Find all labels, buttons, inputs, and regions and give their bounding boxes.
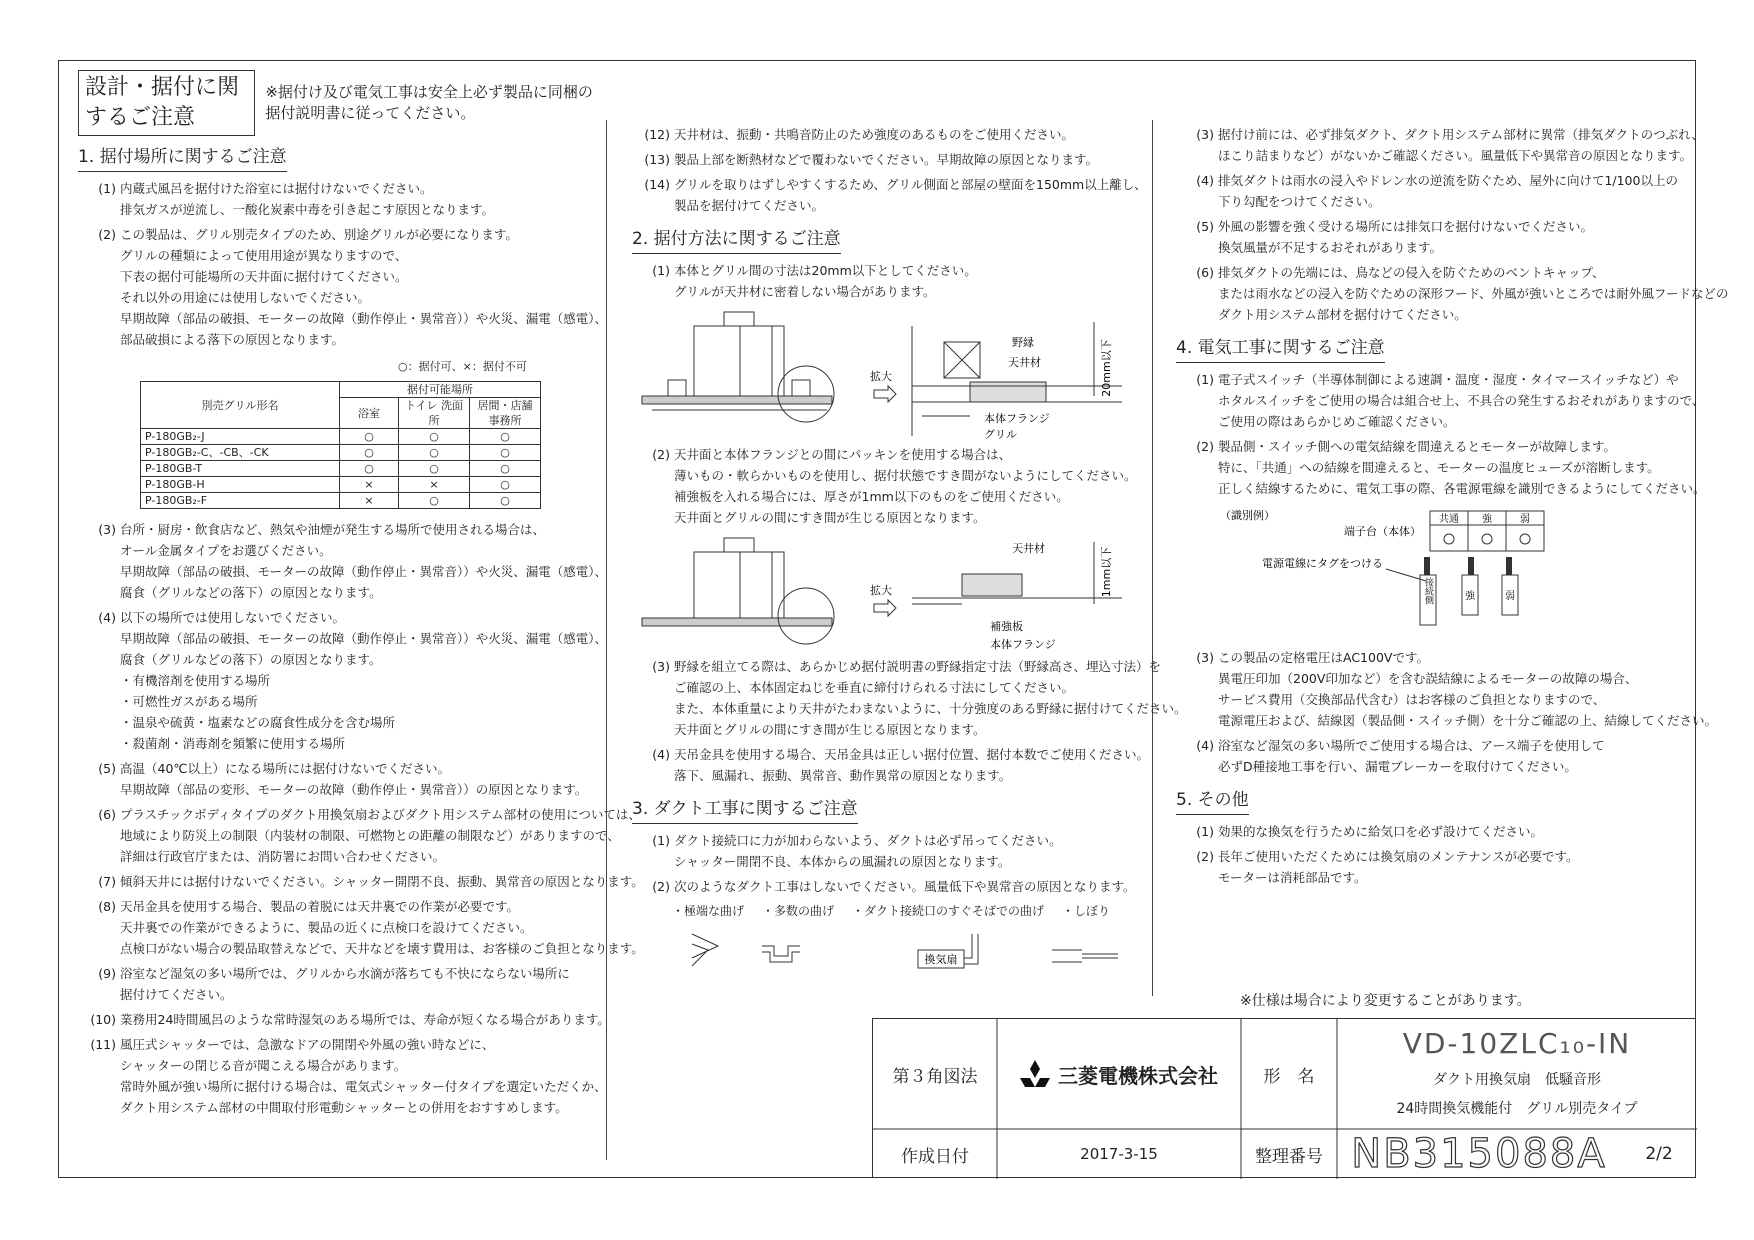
note-text: 天井材は、振動・共鳴音防止のため強度のあるものをご使用ください。 [674,127,1075,142]
section-4-heading: 4. 電気工事に関するご注意 [1176,335,1385,363]
fan-box-label: 換気扇 [924,953,958,966]
terminal-col: 共通 [1439,514,1459,525]
note-number: (9) [98,966,116,981]
note-text: 薄いもの・軟らかいものを使用し、据付状態ですき間がないようにしてください。 [674,468,1137,483]
note-text: 常時外風が強い場所に据付ける場合は、電気式シャッター付タイプを選定いただくか、 [120,1079,607,1094]
note-text: 傾斜天井には据付けないでください。シャッター開閉不良、振動、異常音の原因となります。 [120,874,644,889]
note-number: (8) [98,899,116,914]
note-text: 天井面とグリルの間にすき間が生じる原因となります。 [674,722,986,737]
suitability-mark: ○ [399,493,470,509]
note-text: 早期故障（部品の変形、モーターの故障（動作停止・異常音））の原因となります。 [120,782,588,797]
note-text: 次のようなダクト工事はしないでください。風量低下や異常音の原因となります。 [674,879,1136,894]
note-text: 長年ご使用いただくためには換気扇のメンテナンスが必要です。 [1218,849,1579,864]
duct-case-label: ・しぼり [1062,904,1111,918]
note-text: 効果的な換気を行うために給気口を必ず設けてください。 [1218,824,1544,839]
wiring-example-label: （識別例） [1220,509,1275,522]
note-number: (1) [652,263,670,278]
terminal-label: 端子台（本体） [1344,525,1421,538]
note-text: また、本体重量により天井がたわまないように、十分強度のある野縁に据付けてください。 [674,701,1187,716]
tag-label: 電源電線にタグをつける [1262,557,1383,570]
note-item [632,124,1152,145]
note-text: 電子式スイッチ（半導体制御による速調・温度・湿度・タイマースイッチなど）や [1218,372,1679,387]
figure-label: 本体フランジ [990,638,1056,651]
figure-label: 天井材 [1008,356,1041,369]
note-text: 早期故障（部品の破損、モーターの故障（動作停止・異常音））や火災、漏電（感電）、 [120,631,608,646]
table-header: 別売グリル形名 [141,382,340,429]
note-text: 下表の据付可能場所の天井面に据付けてください。 [120,269,408,284]
terminal-col: 強 [1482,514,1492,525]
note-text: ・有機溶剤を使用する場所 [120,673,271,688]
company-logo-cell [997,1019,1241,1129]
installation-figure-1 [632,306,1152,442]
note-item [78,1034,607,1118]
note-text: 正しく結線するために、電気工事の際、各電源電線を識別できるようにしてください。 [1218,481,1706,496]
note-text: 排気ダクトの先端には、鳥などの侵入を防ぐためのベントキャップ、 [1218,265,1605,280]
note-text: 台所・厨房・飲食店など、熱気や油煙が発生する場所で使用される場合は、 [120,522,546,537]
dimension-label: 20mm以下 [1100,339,1113,397]
note-text: 製品を据付けてください。 [674,198,825,213]
grille-model: P-180GB₂-F [141,493,340,509]
note-item [78,804,641,867]
note-text: それ以外の用途には使用しないでください。 [120,290,371,305]
duct-case-label: ・ダクト接続口のすぐそばでの曲げ [852,904,1045,918]
wire-tag: 接続側 [1423,577,1433,605]
terminal-col: 弱 [1520,514,1530,525]
note-item [1176,846,1696,888]
note-text: 排気ガスが逆流し、一酸化炭素中毒を引き起こす原因となります。 [120,202,495,217]
note-number: (3) [652,659,670,674]
title-block [872,1018,1696,1178]
note-number: (4) [1196,738,1214,753]
note-text: ほこり詰まりなど）がないかご確認ください。風量低下や異常音の原因となります。 [1218,148,1693,163]
note-text: 電源電圧および、結線図（製品側・スイッチ側）を十分ご確認の上、結線してください。 [1218,713,1718,728]
note-item [1176,369,1705,432]
note-text: 点検口がない場合の製品取替えなどで、天井などを壊す費用は、お客様のご負担となります。 [120,941,644,956]
note-text: ご使用の際はあらかじめご確認ください。 [1218,414,1456,429]
note-text: ダクト用システム部材の中間取付形電動シャッターとの併用をおすすめします。 [120,1100,568,1115]
note-text: シャッター開閉不良、本体からの風漏れの原因となります。 [674,854,1011,869]
duct-cases [672,901,1152,922]
note-text: 詳細は行政官庁または、消防署にお問い合わせください。 [120,849,446,864]
note-text: 天井面とグリルの間にすき間が生じる原因となります。 [674,510,986,525]
grille-model: P-180GB-H [141,477,340,493]
column-divider [1152,120,1153,996]
company-name: 三菱電機株式会社 [1058,1063,1218,1088]
note-text: 早期故障（部品の破損、モーターの故障（動作停止・異常音））や火災、漏電（感電）、 [120,564,608,579]
note-number: (3) [98,522,116,537]
note-number: (4) [652,747,670,762]
note-number: (12) [644,127,670,142]
note-text: 製品側・スイッチ側への電気結線を間違えるとモーターが故障します。 [1218,439,1617,454]
figure-label: 天井材 [1012,542,1045,555]
section-5-heading: 5. その他 [1176,787,1249,815]
note-text: グリルの種類によって使用用途が異なりますので、 [120,248,408,263]
note-text: 風圧式シャッターでは、急激なドアの開閉や外風の強い時などに、 [120,1037,495,1052]
note-text: 天吊金具を使用する場合、天吊金具は正しい据付位置、据付本数でご使用ください。 [674,747,1150,762]
note-text: プラスチックボディタイプのダクト用換気扇およびダクト用システム部材の使用については、 [120,807,641,822]
figure-label: 補強板 [990,620,1023,633]
note-text: 天吊金具を使用する場合、製品の着脱には天井裏での作業が必要です。 [120,899,520,914]
note-text: シャッターの閉じる音が聞こえる場合があります。 [120,1058,407,1073]
note-item [1176,170,1696,212]
note-text: 浴室など湿気の多い場所では、グリルから水滴が落ちても不快にならない場所に [120,966,570,981]
figure-2-drawing [632,532,1152,654]
suitability-mark: ○ [399,461,470,477]
suitability-mark: ○ [470,445,541,461]
note-text: 換気風量が不足するおそれがあります。 [1218,240,1443,255]
note-text: 部品破損による落下の原因となります。 [120,332,345,347]
table-row [141,477,541,493]
note-number: (2) [652,879,670,894]
note-text: ご確認の上、本体固定ねじを垂直に締付けられる寸法にしてください。 [674,680,1075,695]
note-text: 落下、風漏れ、振動、異常音、動作異常の原因となります。 [674,768,1012,783]
note-text: 以下の場所では使用しないでください。 [120,610,346,625]
installation-figure-2 [632,532,1152,654]
note-text: 天井面と本体フランジとの間にパッキンを使用する場合は、 [674,447,1012,462]
note-text: ・殺菌剤・消毒剤を頻繁に使用する場所 [120,736,346,751]
note-item [78,519,608,603]
note-item [632,656,1187,740]
note-text: 腐食（グリルなどの落下）の原因となります。 [120,652,382,667]
note-text: 必ずD種接地工事を行い、漏電ブレーカーを取付けてください。 [1218,759,1577,774]
wire-tag: 弱 [1505,591,1515,602]
note-number: (11) [90,1037,116,1052]
date-label: 作成日付 [901,1146,969,1167]
note-item [632,149,1152,170]
figure-label: グリル [984,428,1017,441]
note-number: (6) [98,807,116,822]
suitability-mark: ○ [470,493,541,509]
note-text: 据付け前には、必ず排気ダクト、ダクト用システム部材に異常（排気ダクトのつぶれ、 [1218,127,1704,142]
note-text: 製品上部を断熱材などで覆わないでください。早期故障の原因となります。 [674,152,1099,167]
note-number: (3) [1196,650,1214,665]
note-text: 天井裏での作業ができるように、製品の近くに点検口を設けてください。 [120,920,533,935]
note-number: (6) [1196,265,1214,280]
note-number: (1) [652,833,670,848]
suitability-mark: ○ [340,429,399,445]
spec-note: ※仕様は場合により変更することがあります。 [1240,993,1531,1009]
note-item [78,963,598,1005]
note-item [78,224,608,350]
section-1-heading: 1. 据付場所に関するご注意 [78,144,287,172]
duct-case-label: ・極端な曲げ [672,904,745,918]
wire-tag: 強 [1465,591,1475,602]
table-legend: ○：据付可、×：据付不可 [398,360,527,373]
note-text: 本体とグリル間の寸法は20mm以下としてください。 [674,263,977,278]
note-number: (5) [98,761,116,776]
note-text: ホタルスイッチをご使用の場合は組合せ上、不具合の発生するおそれがありますので、 [1218,393,1705,408]
table-header: 浴室 [340,398,399,429]
note-item [1176,124,1704,166]
note-text: ダクト接続口に力が加わらないよう、ダクトは必ず吊ってください。 [674,833,1062,848]
note-item [78,1009,610,1030]
page-title: 設計・据付に関するご注意 [78,70,255,136]
note-item [632,174,1152,216]
note-text: ・温泉や硫黄・塩素などの腐食性成分を含む場所 [120,715,396,730]
doc-number: NB315088A [1351,1131,1607,1177]
note-text: オール金属タイプをお選びください。 [120,543,332,558]
model-description: 24時間換気機能付 グリル別売タイプ [1396,1101,1638,1117]
suitability-mark: ○ [470,429,541,445]
note-text: ・可燃性ガスがある場所 [120,694,258,709]
note-item [1176,262,1729,325]
projection-method: 第３角図法 [892,1066,978,1087]
table-row [141,445,541,461]
note-item [1176,436,1706,499]
note-number: (13) [644,152,670,167]
note-text: グリルを取りはずしやすくするため、グリル側面と部屋の壁面を150mm以上離し、 [674,177,1147,192]
note-item [1176,216,1696,258]
note-text: この製品の定格電圧はAC100Vです。 [1218,650,1429,665]
suitability-mark: × [340,493,399,509]
section-2-heading: 2. 据付方法に関するご注意 [632,226,841,254]
note-item [78,178,598,220]
grille-model: P-180GB-T [141,461,340,477]
note-item [632,744,1152,786]
note-text: ダクト用システム部材を据付けてください。 [1218,307,1467,322]
suitability-mark: ○ [470,477,541,493]
note-text: 排気ダクトは雨水の浸入やドレン水の逆流を防ぐため、屋外に向けて1/100以上の [1218,173,1678,188]
table-header: 据付可能場所 [340,382,541,398]
safety-notice: ※据付け及び電気工事は安全上必ず製品に同梱の据付説明書に従ってください。 [265,83,593,122]
duct-case-label: ・多数の曲げ [762,904,835,918]
note-text: 腐食（グリルなどの落下）の原因となります。 [120,585,382,600]
table-row [141,429,541,445]
page-number: 2/2 [1645,1144,1673,1164]
note-number: (7) [98,874,116,889]
note-text: 早期故障（部品の破損、モーターの故障（動作停止・異常音））や火災、漏電（感電）、 [120,311,608,326]
note-item [78,896,644,959]
suitability-mark: ○ [470,461,541,477]
creation-date: 2017-3-15 [1080,1145,1158,1163]
note-text: グリルが天井材に密着しない場合があります。 [674,284,936,299]
note-item [632,876,1152,897]
column-2 [632,122,1187,982]
note-item [78,871,644,892]
note-text: または雨水などの浸入を防ぐための深形フード、外風が強いところでは耐外風フードなどの [1218,286,1729,301]
note-text: 内蔵式風呂を据付けた浴室には据付けないでください。 [120,181,433,196]
note-text: 外風の影響を強く受ける場所には排気口を据付けないでください。 [1218,219,1594,234]
suitability-mark: ○ [399,429,470,445]
note-text: 野縁を組立てる際は、あらかじめ据付説明書の野縁指定寸法（野縁高さ、埋込寸法）を [674,659,1162,674]
note-item [1176,647,1718,731]
suitability-mark: ○ [340,445,399,461]
model-number: VD-10ZLC₁₀-IN [1402,1026,1632,1060]
figure-label: 野縁 [1012,336,1034,349]
note-text: 補強板を入れる場合には、厚さが1mm以下のものをご使用ください。 [674,489,1069,504]
figure-1-drawing [632,306,1152,442]
note-text: サービス費用（交換部品代含む）はお客様のご負担となりますので、 [1218,692,1606,707]
figure-label: 本体フランジ [984,412,1050,425]
note-item [78,607,608,754]
note-item [632,444,1152,528]
note-number: (1) [98,181,116,196]
note-number: (2) [98,227,116,242]
note-item [632,830,1152,872]
duct-bad-examples [632,922,1152,976]
dimension-label: 1mm以下 [1100,546,1113,598]
section-3-heading: 3. ダクト工事に関するご注意 [632,796,858,824]
note-number: (2) [1196,439,1214,454]
note-number: (4) [1196,173,1214,188]
suitability-mark: × [340,477,399,493]
note-number: (10) [90,1012,116,1027]
table-header: トイレ 洗面所 [399,398,470,429]
note-text: 据付けてください。 [120,987,233,1002]
note-item [78,758,598,800]
table-row [141,493,541,509]
doc-number-label: 整理番号 [1255,1146,1323,1167]
grille-model: P-180GB₂-C、-CB、-CK [141,445,340,461]
model-description: ダクト用換気扇 低騒音形 [1433,1072,1601,1088]
table-header: 居間・店舗 事務所 [470,398,541,429]
note-text: 地域により防災上の制限（内装材の制限、可燃物との距離の制限など）がありますので、 [120,828,620,843]
grille-model: P-180GB₂-J [141,429,340,445]
note-number: (2) [652,447,670,462]
model-label: 形 名 [1263,1066,1315,1087]
note-text: 特に、「共通」への結線を間違えると、モーターの温度ヒューズが溶断します。 [1218,460,1660,475]
note-number: (3) [1196,127,1214,142]
mitsubishi-logo-icon [1020,1060,1050,1088]
note-text: 浴室など湿気の多い場所でご使用する場合は、アース端子を使用して [1218,738,1605,753]
note-item [1176,821,1696,842]
note-text: 高温（40℃以上）になる場所には据付けないでください。 [120,761,450,776]
note-text: モーターは消耗部品です。 [1218,870,1367,885]
note-number: (14) [644,177,670,192]
note-number: (5) [1196,219,1214,234]
column-3 [1176,122,1729,892]
note-number: (4) [98,610,116,625]
note-text: 異電圧印加（200V印加など）を含む誤結線によるモーターの故障の場合、 [1218,671,1638,686]
note-number: (2) [1196,849,1214,864]
wiring-example [1176,503,1696,639]
note-text: 下り勾配をつけてください。 [1218,194,1381,209]
note-item [632,260,1152,302]
suitability-mark: ○ [399,445,470,461]
column-1 [78,70,644,1122]
suitability-mark: × [399,477,470,493]
note-text: この製品は、グリル別売タイプのため、別途グリルが必要になります。 [120,227,518,242]
suitability-mark: ○ [340,461,399,477]
note-number: (1) [1196,372,1214,387]
note-number: (1) [1196,824,1214,839]
table-row [141,461,541,477]
expand-label: 拡大 [870,584,892,597]
note-text: 業務用24時間風呂のような常時湿気のある場所では、寿命が短くなる場合があります。 [120,1012,610,1027]
grille-table [140,381,541,509]
note-item [1176,735,1696,777]
expand-label: 拡大 [870,370,892,383]
